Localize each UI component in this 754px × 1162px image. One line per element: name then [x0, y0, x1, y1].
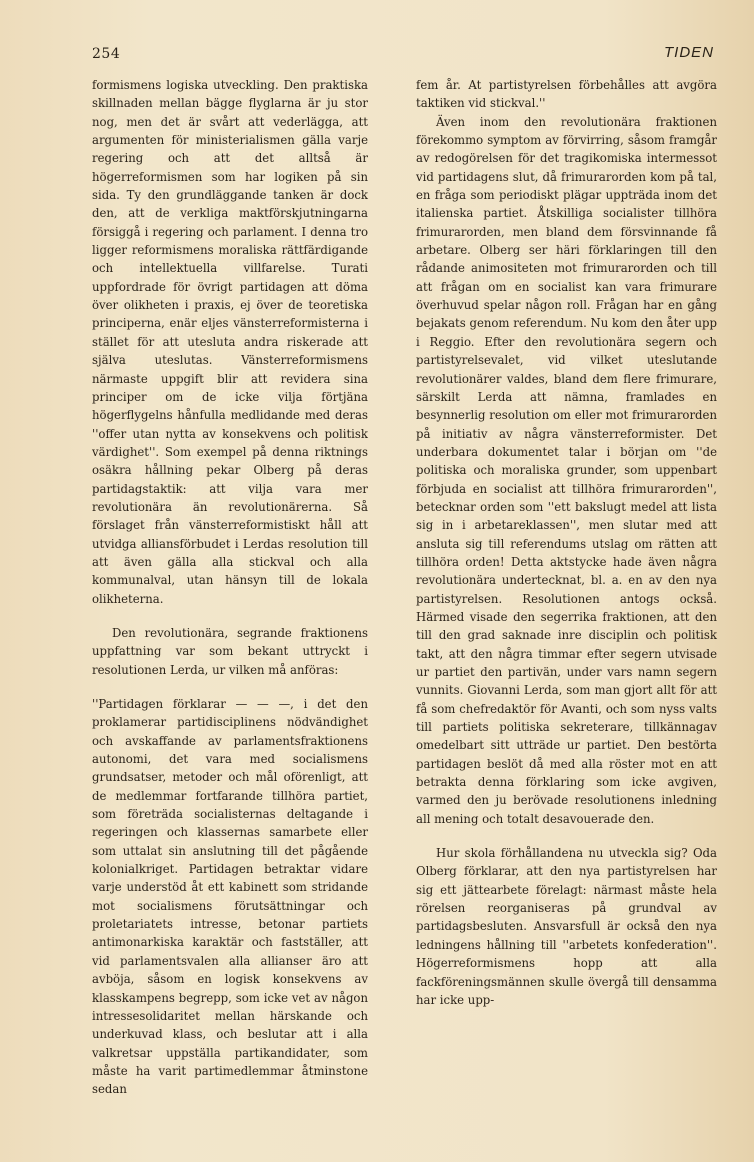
page-number: 254	[92, 46, 121, 62]
left-column	[92, 76, 368, 1099]
left-paragraph-2: Den revolutionära, segrande fraktionens uppfattning var som bekant uttryckt i resolutionen Lerda, ur vilken må anföras:	[92, 625, 368, 677]
left-paragraph-1: formismens logiska utveckling. Den praktiska skillnaden mellan bägge flyglarna är ju stor nog, men det är svårt att vederlägga, att argumenten för ministerialismen gälla varje regering och att det alltså är högerreformismen som har logiken på sin sida. Ty den grundläggande tanken är dock den, att de verkliga maktförskjutningarna försiggå i regering och parlament. I denna tro ligger reformismens moraliska rättfärdigande och intellektuella villfarelse. Turati uppfordrade för övrigt partidagen att döma över olikheten i praxis, ej över de teoretiska principerna, enär eljes vänsterreformisterna i stället för att utesluta andra riskerade att själva uteslutas. Vänsterreformismens närmaste uppgift blir att revidera sina principer om de icke vilja förtjäna högerflygelns hånfulla medlidande med deras ''offer utan nytta av konsekvens och politisk värdighet''. Som exempel på denna riktnings osäkra hållning pekar Olberg på deras partidagstaktik: att vilja vara mer revolutionära än revolutionärerna. Så förslaget från vänsterreformistiskt håll att utvidga alliansförbudet i Lerdas resolution till att även gälla alla stickval och alla kommunalval, utan hänsyn till de lokala olikheterna.	[92, 78, 368, 606]
right-paragraph-2: Även inom den revolutionära fraktionen förekommo symptom av förvirring, såsom framgår av redogörelsen för det tragikomiska intermessot vid partidagens slut, då frimurarorden kom på tal, en fråga som periodiskt plägar uppträda inom det italienska partiet. Åtskilliga socialister tillhöra frimurarorden, men bland dem försvinnande få arbetare. Olberg ser häri förklaringen till den rådande animositeten mot frimurarorden och till att frågan om en socialist kan vara frimurare överhuvud spelar någon roll. Frågan har en gång bejakats genom referendum. Nu kom den åter upp i Reggio. Efter den revolutionära segern och partistyrelsevalet, vid vilket uteslutande revolutionärer valdes, bland dem flere frimurare, särskilt Lerda att nämna, framlades en besynnerlig resolution om eller mot frimurarorden på initiativ av några vänsterreformister. Det underbara dokumentet talar i början om ''de politiska och moraliska grunder, som uppenbart förbjuda en socialist att tillhöra frimurarorden'', betecknar orden som ''ett bakslugt medel att lista sig in i arbetareklassen'', men slutar med att ansluta sig till referendums utslag om rätten att tillhöra orden! Detta aktstycke hade även några revolutionära undertecknat, bl. a. en av den nya partistyrelsen. Resolutionen antogs också. Härmed visade den segerrika fraktionen, att den till den grad saknade inre disciplin och politisk takt, att den några timmar efter segern utvisade ur partiet den partivän, under vars namn segern vunnits. Giovanni Lerda, som man gjort allt för att få som chefredaktör för Avanti, och som nyss valts till partiets politiska sekreterare, tillkännagav omedelbart sitt utträde ur partiet. Den bestörta partidagen beslöt då med alla röster mot en att betrakta denna förklaring som icke avgiven, varmed den ju berövade resolutionens inledning all mening och totalt desavouerade den.	[416, 114, 717, 826]
resolution-quote: ''Partidagen förklarar — — —, i det den proklamerar partidisciplinens nödvändighet och avskaffande av parlamentsfraktionens autonomi, det vara med socialismens grundsatser, metoder och mål oförenligt, att de medlemmar fortfarande tillhöra partiet, som företräda socialisternas deltagande i regeringen och klassernas samarbete eller som uttalat sin anslutning till det pågående kolonialkriget. Partidagen betraktar vidare varje understöd åt ett kabinett som stridande mot socialismens förutsättningar och proletariatets intresse, betonar partiets antimonarkiska karaktär och fastställer, att vid parlamentsvalen alla allianser äro att avböja, såsom en logisk konsekvens av klasskampens begrepp, som icke vet av någon intressesolidaritet mellan härskande och underkuvad klass, och beslutar att i alla valkretsar uppställa partikandidater, som måste ha varit partimedlemmar åtminstone sedan	[92, 697, 368, 1097]
right-paragraph-1: fem år. At partistyrelsen förbehålles att avgöra taktiken vid stickval.''	[416, 78, 717, 111]
right-paragraph-3: Hur skola förhållandena nu utveckla sig? Oda Olberg förklarar, att den nya partistyrelsen har sig ett jättearbete förelagt: närmast måste hela rörelsen reorganiseras på grundval av partidagsbesluten. Ansvarsfull är också den nya ledningens hållning till ''arbetets konfederation''. Högerreformismens hopp att alla fackföreningsmännen skulle övergå till densamma har icke upp-	[416, 846, 717, 1007]
journal-title: TIDEN	[664, 44, 714, 61]
right-column	[416, 76, 717, 1009]
page-header	[92, 44, 714, 68]
